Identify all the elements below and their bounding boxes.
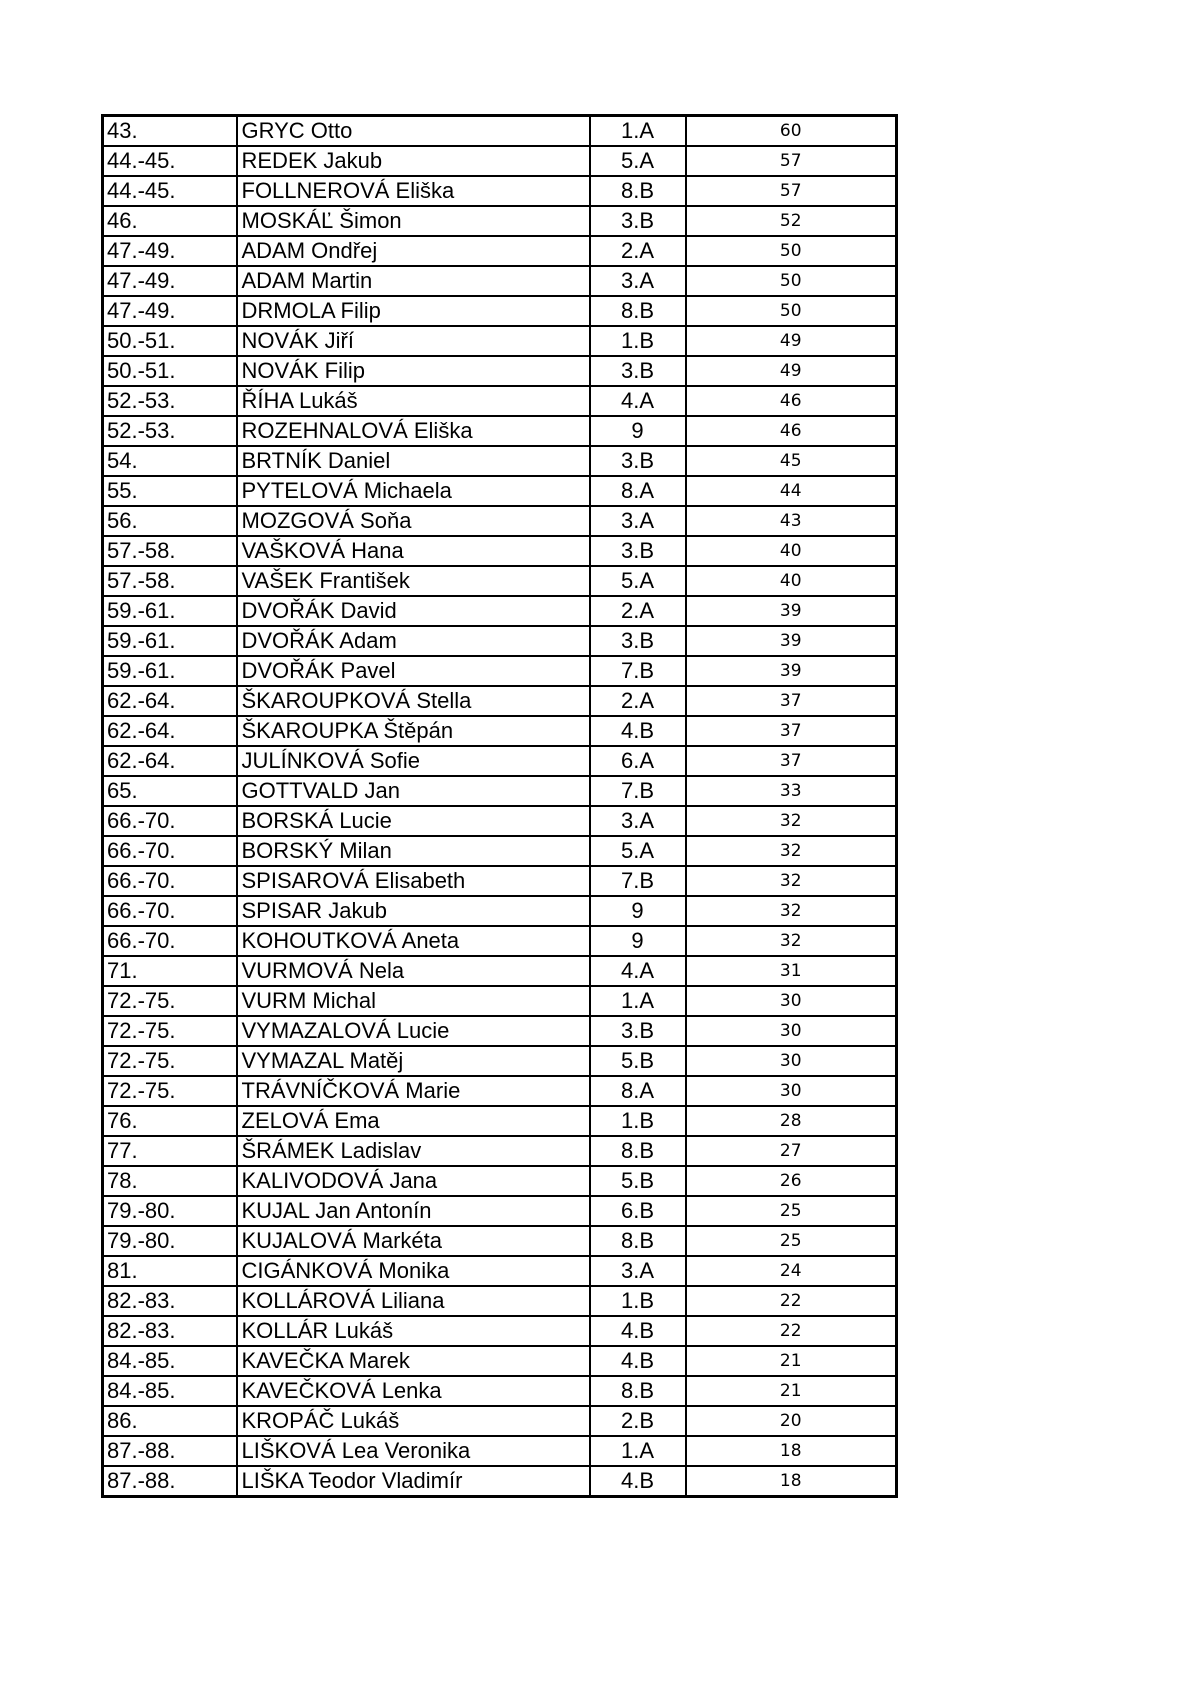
table-row [103,716,897,746]
rank-cell: 77. [103,1136,237,1166]
points-cell: 40 [686,566,897,596]
name-cell: VURMOVÁ Nela [237,956,590,986]
name-cell: VAŠKOVÁ Hana [237,536,590,566]
name-cell: LIŠKOVÁ Lea Veronika [237,1436,590,1466]
points-cell: 57 [686,146,897,176]
points-cell: 60 [686,116,897,147]
name-cell: LIŠKA Teodor Vladimír [237,1466,590,1497]
class-cell: 8.B [590,296,686,326]
rank-cell: 44.-45. [103,176,237,206]
table-row [103,566,897,596]
class-cell: 5.A [590,146,686,176]
name-cell: BRTNÍK Daniel [237,446,590,476]
class-cell: 3.B [590,536,686,566]
class-cell: 8.B [590,1136,686,1166]
rank-cell: 82.-83. [103,1286,237,1316]
rank-cell: 86. [103,1406,237,1436]
name-cell: KAVEČKA Marek [237,1346,590,1376]
name-cell: REDEK Jakub [237,146,590,176]
class-cell: 9 [590,926,686,956]
points-cell: 21 [686,1376,897,1406]
points-cell: 57 [686,176,897,206]
points-cell: 30 [686,986,897,1016]
name-cell: DRMOLA Filip [237,296,590,326]
rank-cell: 52.-53. [103,416,237,446]
class-cell: 3.B [590,446,686,476]
name-cell: ŠKAROUPKA Štěpán [237,716,590,746]
name-cell: KOLLÁR Lukáš [237,1316,590,1346]
class-cell: 5.B [590,1166,686,1196]
name-cell: ŘÍHA Lukáš [237,386,590,416]
table-row [103,476,897,506]
rank-cell: 46. [103,206,237,236]
table-row [103,416,897,446]
points-cell: 26 [686,1166,897,1196]
class-cell: 1.A [590,116,686,147]
table-row [103,1106,897,1136]
class-cell: 7.B [590,776,686,806]
rank-cell: 84.-85. [103,1346,237,1376]
table-row [103,986,897,1016]
class-cell: 8.A [590,476,686,506]
table-row [103,1286,897,1316]
points-cell: 37 [686,716,897,746]
points-cell: 46 [686,386,897,416]
class-cell: 1.A [590,986,686,1016]
rank-cell: 62.-64. [103,746,237,776]
class-cell: 3.B [590,356,686,386]
table-row [103,866,897,896]
table-row [103,1256,897,1286]
rank-cell: 79.-80. [103,1226,237,1256]
name-cell: KOHOUTKOVÁ Aneta [237,926,590,956]
points-cell: 50 [686,266,897,296]
name-cell: VURM Michal [237,986,590,1016]
class-cell: 2.A [590,236,686,266]
name-cell: BORSKÁ Lucie [237,806,590,836]
points-cell: 30 [686,1076,897,1106]
table-row [103,746,897,776]
table-row [103,956,897,986]
name-cell: PYTELOVÁ Michaela [237,476,590,506]
rank-cell: 72.-75. [103,1076,237,1106]
table-row [103,686,897,716]
table-row [103,806,897,836]
points-cell: 32 [686,896,897,926]
table-row [103,596,897,626]
name-cell: DVOŘÁK Adam [237,626,590,656]
rank-cell: 43. [103,116,237,147]
rank-cell: 78. [103,1166,237,1196]
name-cell: VYMAZALOVÁ Lucie [237,1016,590,1046]
table-row [103,176,897,206]
class-cell: 3.B [590,1016,686,1046]
class-cell: 3.A [590,1256,686,1286]
class-cell: 1.B [590,1106,686,1136]
table-row [103,1436,897,1466]
points-cell: 39 [686,596,897,626]
name-cell: KAVEČKOVÁ Lenka [237,1376,590,1406]
table-row [103,506,897,536]
table-row [103,266,897,296]
class-cell: 2.A [590,686,686,716]
class-cell: 3.B [590,206,686,236]
points-cell: 25 [686,1226,897,1256]
rank-cell: 44.-45. [103,146,237,176]
rank-cell: 57.-58. [103,536,237,566]
rank-cell: 84.-85. [103,1376,237,1406]
results-table [101,114,898,1498]
table-row [103,1466,897,1497]
points-cell: 30 [686,1016,897,1046]
points-cell: 32 [686,866,897,896]
rank-cell: 82.-83. [103,1316,237,1346]
class-cell: 2.B [590,1406,686,1436]
name-cell: MOZGOVÁ Soňa [237,506,590,536]
points-cell: 21 [686,1346,897,1376]
name-cell: VYMAZAL Matěj [237,1046,590,1076]
table-row [103,776,897,806]
table-row [103,1376,897,1406]
rank-cell: 72.-75. [103,986,237,1016]
class-cell: 3.A [590,506,686,536]
rank-cell: 87.-88. [103,1436,237,1466]
points-cell: 44 [686,476,897,506]
name-cell: VAŠEK František [237,566,590,596]
points-cell: 45 [686,446,897,476]
name-cell: ROZEHNALOVÁ Eliška [237,416,590,446]
rank-cell: 65. [103,776,237,806]
name-cell: KOLLÁROVÁ Liliana [237,1286,590,1316]
rank-cell: 59.-61. [103,656,237,686]
points-cell: 20 [686,1406,897,1436]
name-cell: NOVÁK Filip [237,356,590,386]
rank-cell: 71. [103,956,237,986]
class-cell: 8.B [590,1226,686,1256]
points-cell: 50 [686,236,897,266]
name-cell: SPISAROVÁ Elisabeth [237,866,590,896]
table-row [103,836,897,866]
table-row [103,356,897,386]
points-cell: 50 [686,296,897,326]
points-cell: 24 [686,1256,897,1286]
name-cell: KALIVODOVÁ Jana [237,1166,590,1196]
rank-cell: 47.-49. [103,236,237,266]
class-cell: 3.A [590,266,686,296]
rank-cell: 66.-70. [103,806,237,836]
rank-cell: 66.-70. [103,836,237,866]
points-cell: 37 [686,746,897,776]
name-cell: GOTTVALD Jan [237,776,590,806]
rank-cell: 55. [103,476,237,506]
class-cell: 6.A [590,746,686,776]
table-row [103,1136,897,1166]
class-cell: 8.B [590,176,686,206]
table-row [103,326,897,356]
class-cell: 4.A [590,386,686,416]
name-cell: FOLLNEROVÁ Eliška [237,176,590,206]
class-cell: 7.B [590,866,686,896]
table-row [103,626,897,656]
rank-cell: 52.-53. [103,386,237,416]
name-cell: MOSKÁĽ Šimon [237,206,590,236]
points-cell: 32 [686,926,897,956]
name-cell: KUJALOVÁ Markéta [237,1226,590,1256]
class-cell: 4.B [590,1466,686,1497]
rank-cell: 62.-64. [103,716,237,746]
name-cell: NOVÁK Jiří [237,326,590,356]
points-cell: 22 [686,1286,897,1316]
rank-cell: 66.-70. [103,926,237,956]
points-cell: 25 [686,1196,897,1226]
class-cell: 2.A [590,596,686,626]
class-cell: 1.B [590,1286,686,1316]
class-cell: 5.B [590,1046,686,1076]
class-cell: 9 [590,416,686,446]
rank-cell: 54. [103,446,237,476]
table-row [103,1166,897,1196]
name-cell: BORSKÝ Milan [237,836,590,866]
table-row [103,1346,897,1376]
table-row [103,1076,897,1106]
name-cell: ŠRÁMEK Ladislav [237,1136,590,1166]
points-cell: 32 [686,836,897,866]
rank-cell: 57.-58. [103,566,237,596]
rank-cell: 87.-88. [103,1466,237,1497]
class-cell: 4.B [590,1316,686,1346]
rank-cell: 56. [103,506,237,536]
name-cell: ADAM Ondřej [237,236,590,266]
rank-cell: 47.-49. [103,266,237,296]
class-cell: 9 [590,896,686,926]
table-row [103,116,897,147]
points-cell: 39 [686,626,897,656]
points-cell: 18 [686,1466,897,1497]
points-cell: 28 [686,1106,897,1136]
name-cell: KROPÁČ Lukáš [237,1406,590,1436]
table-row [103,536,897,566]
table-row [103,236,897,266]
points-cell: 31 [686,956,897,986]
points-cell: 27 [686,1136,897,1166]
points-cell: 30 [686,1046,897,1076]
table-row [103,1406,897,1436]
class-cell: 1.B [590,326,686,356]
points-cell: 37 [686,686,897,716]
class-cell: 4.A [590,956,686,986]
table-row [103,446,897,476]
class-cell: 4.B [590,1346,686,1376]
name-cell: DVOŘÁK Pavel [237,656,590,686]
table-row [103,656,897,686]
table-row [103,146,897,176]
class-cell: 6.B [590,1196,686,1226]
rank-cell: 50.-51. [103,326,237,356]
table-row [103,896,897,926]
points-cell: 39 [686,656,897,686]
name-cell: ADAM Martin [237,266,590,296]
points-cell: 40 [686,536,897,566]
name-cell: JULÍNKOVÁ Sofie [237,746,590,776]
class-cell: 5.A [590,566,686,596]
points-cell: 18 [686,1436,897,1466]
rank-cell: 47.-49. [103,296,237,326]
rank-cell: 66.-70. [103,896,237,926]
name-cell: ZELOVÁ Ema [237,1106,590,1136]
class-cell: 4.B [590,716,686,746]
rank-cell: 76. [103,1106,237,1136]
results-table-body [103,116,897,1497]
name-cell: DVOŘÁK David [237,596,590,626]
points-cell: 33 [686,776,897,806]
class-cell: 7.B [590,656,686,686]
table-row [103,1226,897,1256]
class-cell: 5.A [590,836,686,866]
points-cell: 49 [686,356,897,386]
table-row [103,1196,897,1226]
table-row [103,206,897,236]
name-cell: ŠKAROUPKOVÁ Stella [237,686,590,716]
rank-cell: 50.-51. [103,356,237,386]
name-cell: KUJAL Jan Antonín [237,1196,590,1226]
rank-cell: 59.-61. [103,596,237,626]
points-cell: 32 [686,806,897,836]
class-cell: 1.A [590,1436,686,1466]
class-cell: 3.A [590,806,686,836]
name-cell: GRYC Otto [237,116,590,147]
points-cell: 52 [686,206,897,236]
rank-cell: 59.-61. [103,626,237,656]
points-cell: 43 [686,506,897,536]
table-row [103,926,897,956]
points-cell: 22 [686,1316,897,1346]
table-row [103,386,897,416]
table-row [103,1016,897,1046]
rank-cell: 79.-80. [103,1196,237,1226]
rank-cell: 72.-75. [103,1046,237,1076]
rank-cell: 66.-70. [103,866,237,896]
table-row [103,1316,897,1346]
table-row [103,296,897,326]
name-cell: CIGÁNKOVÁ Monika [237,1256,590,1286]
points-cell: 49 [686,326,897,356]
rank-cell: 81. [103,1256,237,1286]
points-cell: 46 [686,416,897,446]
name-cell: TRÁVNÍČKOVÁ Marie [237,1076,590,1106]
table-row [103,1046,897,1076]
class-cell: 8.B [590,1376,686,1406]
rank-cell: 62.-64. [103,686,237,716]
name-cell: SPISAR Jakub [237,896,590,926]
rank-cell: 72.-75. [103,1016,237,1046]
class-cell: 3.B [590,626,686,656]
class-cell: 8.A [590,1076,686,1106]
